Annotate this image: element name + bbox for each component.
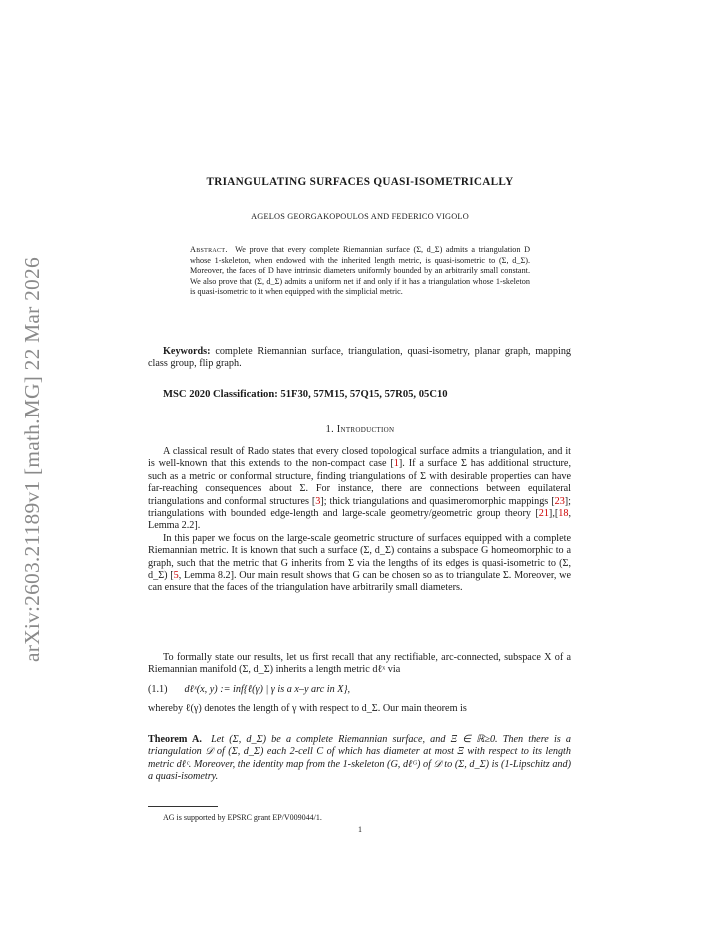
citation-link[interactable]: 5 xyxy=(173,570,179,582)
text-run: ]; triangulations with bounded edge-length and large-scale geometry/geometric group theory [ xyxy=(148,495,572,520)
paragraph-4: whereby ℓ(γ) denotes the length of γ with respect to d_Σ. Our main theorem is xyxy=(148,703,467,715)
equation-body: dℓˣ(x, y) := inf{ℓ(γ) | γ is a x–y arc in X}, xyxy=(184,683,351,695)
citation-link[interactable]: 1 xyxy=(393,458,399,470)
footnote: AG is supported by EPSRC grant EP/V009044/1. xyxy=(163,813,322,822)
paper-title: TRIANGULATING SURFACES QUASI-ISOMETRICALLY xyxy=(206,176,514,188)
citation-link[interactable]: 21 xyxy=(538,508,549,520)
page-number: 1 xyxy=(358,825,362,834)
theorem-text: Let (Σ, d_Σ) be a complete Riemannian surface, and Ξ ∈ ℝ≥0. Then there is a triangulation 𝒟 of (Σ, d_Σ) each 2-cell C of which has diameter at most Ξ with respect to its length metric dℓᶜ. Moreover, the identity map from the 1-skeleton (G, dℓᴳ) of 𝒟 to (Σ, d_Σ) is (1-Lipschitz and) a quasi-isometry. xyxy=(148,734,572,783)
citation-link[interactable]: 18 xyxy=(558,508,569,520)
msc-classification xyxy=(163,389,586,401)
text-run: ]. If a surface Σ has additional structure, such as a metric or conformal structure, finding triangulations of Σ with desirable properties can have far-reaching consequences about Σ. For instance, there are connections between equilateral triangulations and conformal structures [ xyxy=(148,458,571,507)
equation-number: (1.1) xyxy=(148,683,168,695)
footnote-divider xyxy=(148,806,218,807)
abstract-text: We prove that every complete Riemannian surface (Σ, d_Σ) admits a triangulation D whose 1-skeleton, when endowed with the inherited length metric, is quasi-isometric to (Σ, d_Σ). Moreover, the faces of D have intrinsic diameters uniformly bounded by an arbitrarily small constant. We also prove that (Σ, d_Σ) admits a uniform net if and only if it has a triangulation whose 1-skeleton is quasi-isometric to it when equipped with the simplicial metric. xyxy=(190,245,530,297)
definition-block xyxy=(148,652,571,716)
paper-authors: AGELOS GEORGAKOPOULOS AND FEDERICO VIGOLO xyxy=(251,212,469,221)
citation-link[interactable]: 3 xyxy=(315,495,321,507)
text-run: ]; thick triangulations and quasimeromorphic mappings [ xyxy=(320,495,555,507)
paragraph-2 xyxy=(148,533,571,595)
citation-link[interactable]: 23 xyxy=(554,495,565,507)
text-run: In this paper we focus on the large-scale geometric structure of surfaces equipped with a complete Riemannian metric. It is known that such a surface (Σ, d_Σ) contains a subspace G homeomorphic to a graph, such that the metric that G inherits from Σ via the lengths of its edges is quasi-isometric to (Σ, d_Σ) [ xyxy=(148,532,571,582)
keywords xyxy=(148,346,571,371)
text-run: ],[ xyxy=(548,508,559,520)
keywords-label: Keywords: xyxy=(163,346,211,357)
equation-1-1 xyxy=(148,684,571,696)
msc-codes: 51F30, 57M15, 57Q15, 57R05, 05C10 xyxy=(280,389,448,400)
text-run: , Lemma 8.2]. Our main result shows that G can be chosen so as to triangulate Σ. Moreover, we can ensure that the faces of the triangulation have arbitrarily small diameters. xyxy=(148,570,571,594)
text-run: A classical result of Rado states that every closed topological surface admits a triangulation, and it is well-known that this extends to the non-compact case [ xyxy=(148,446,571,470)
paragraph-1 xyxy=(148,446,571,533)
section-number: 1. xyxy=(325,424,334,435)
abstract xyxy=(190,245,530,298)
keywords-text: complete Riemannian surface, triangulation, quasi-isometry, planar graph, mapping class group, flip graph. xyxy=(148,346,572,370)
paragraph-3: To formally state our results, let us first recall that any rectifiable, arc-connected, subspace X of a Riemannian manifold (Σ, d_Σ) inherits a length metric dℓˣ via xyxy=(148,652,571,676)
section-title: Introduction xyxy=(336,424,395,435)
theorem-label: Theorem A. xyxy=(148,734,202,745)
msc-label: MSC 2020 Classification: xyxy=(163,389,278,400)
arxiv-identifier: arXiv:2603.21189v1 [math.MG] 22 Mar 2026 xyxy=(20,257,44,662)
theorem-a xyxy=(148,734,571,784)
intro-body xyxy=(148,446,571,595)
abstract-label: Abstract. xyxy=(190,245,228,254)
section-heading xyxy=(0,424,720,435)
text-run: , Lemma 2.2]. xyxy=(148,508,571,532)
